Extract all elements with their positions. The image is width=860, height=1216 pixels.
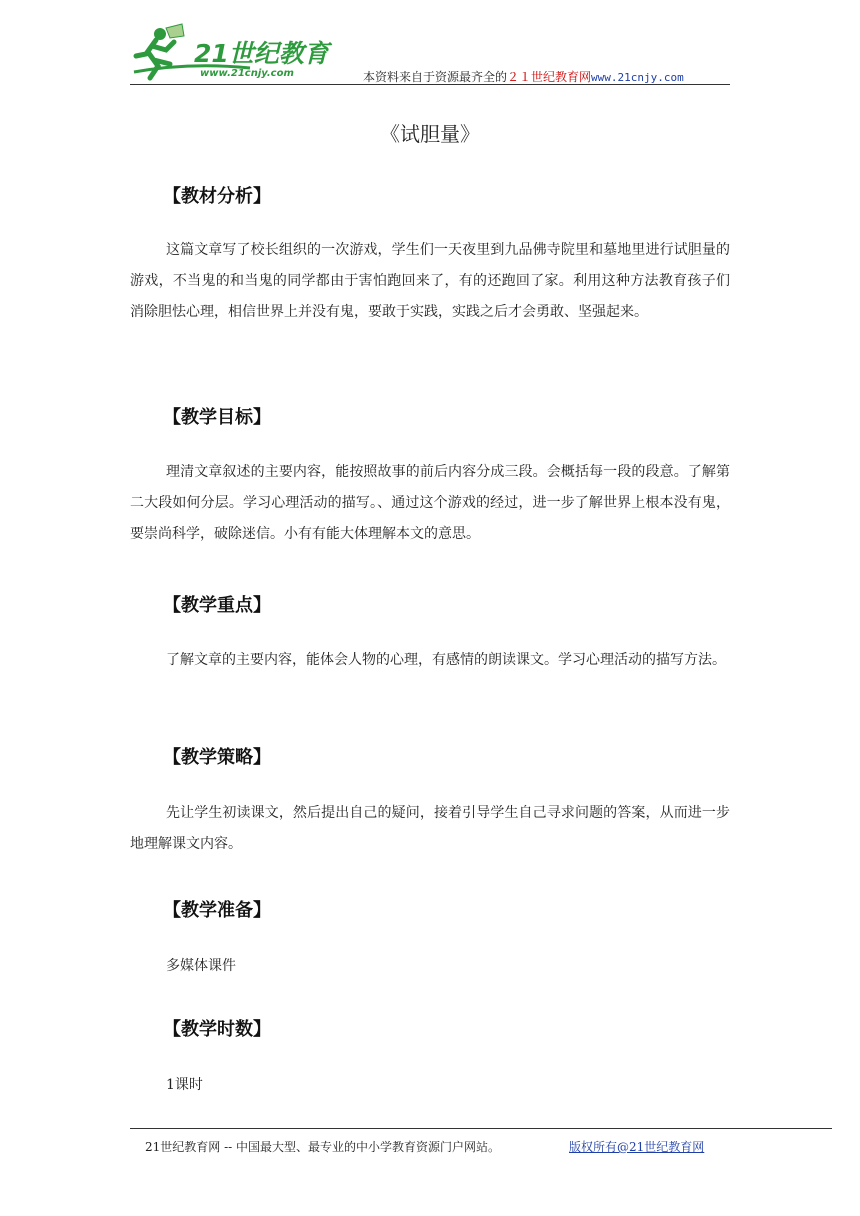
section-text-goals: 理清文章叙述的主要内容，能按照故事的前后内容分成三段。会概括每一段的段意。了解第二大段如何分层。学习心理活动的描写。、通过这个游戏的经过，进一步了解世界上根本没有鬼，要崇尚科学，破除迷信。小有有能大体理解本文的意思。 — [130, 464, 730, 542]
tagline-site[interactable]: ２１世纪教育网 — [507, 70, 592, 84]
section-text-hours: 1课时 — [166, 1077, 203, 1093]
footer-divider — [130, 1128, 832, 1129]
header-tagline — [363, 68, 684, 85]
section-heading-key-points: 【教学重点】 — [163, 595, 271, 616]
section-heading-hours: 【教学时数】 — [163, 1019, 271, 1040]
footer-text: 21世纪教育网 -- 中国最大型、最专业的中小学教育资源门户网站。 — [145, 1140, 501, 1154]
section-heading-analysis: 【教材分析】 — [163, 186, 271, 207]
logo — [130, 20, 335, 84]
section-heading-strategy: 【教学策略】 — [163, 747, 271, 768]
document-title: 《试胆量》 — [380, 122, 480, 146]
logo-url: www.21cnjy.com — [200, 68, 294, 79]
page-header — [130, 20, 730, 86]
section-heading-preparation: 【教学准备】 — [163, 900, 271, 921]
section-text-analysis: 这篇文章写了校长组织的一次游戏，学生们一天夜里到九品佛寺院里和墓地里进行试胆量的游戏，不当鬼的和当鬼的同学都由于害怕跑回来了，有的还跑回了家。利用这种方法教育孩子们消除胆怯心理，相信世界上并没有鬼，要敢于实践，实践之后才会勇敢、坚强起来。 — [130, 242, 730, 320]
section-text-key-points: 了解文章的主要内容，能体会人物的心理，有感情的朗读课文。学习心理活动的描写方法。 — [166, 652, 726, 668]
section-heading-goals: 【教学目标】 — [163, 407, 271, 428]
header-divider — [130, 84, 730, 85]
logo-text: 21世纪教育 — [194, 39, 329, 68]
tagline-url[interactable]: www.21cnjy.com — [591, 71, 684, 84]
section-text-strategy: 先让学生初读课文，然后提出自己的疑问，接着引导学生自己寻求问题的答案，从而进一步地理解课文内容。 — [130, 805, 730, 852]
section-text-preparation: 多媒体课件 — [166, 958, 236, 974]
tagline-prefix: 本资料来自于资源最齐全的 — [363, 70, 508, 84]
footer-copyright-link[interactable]: 版权所有@21世纪教育网 — [569, 1140, 705, 1154]
